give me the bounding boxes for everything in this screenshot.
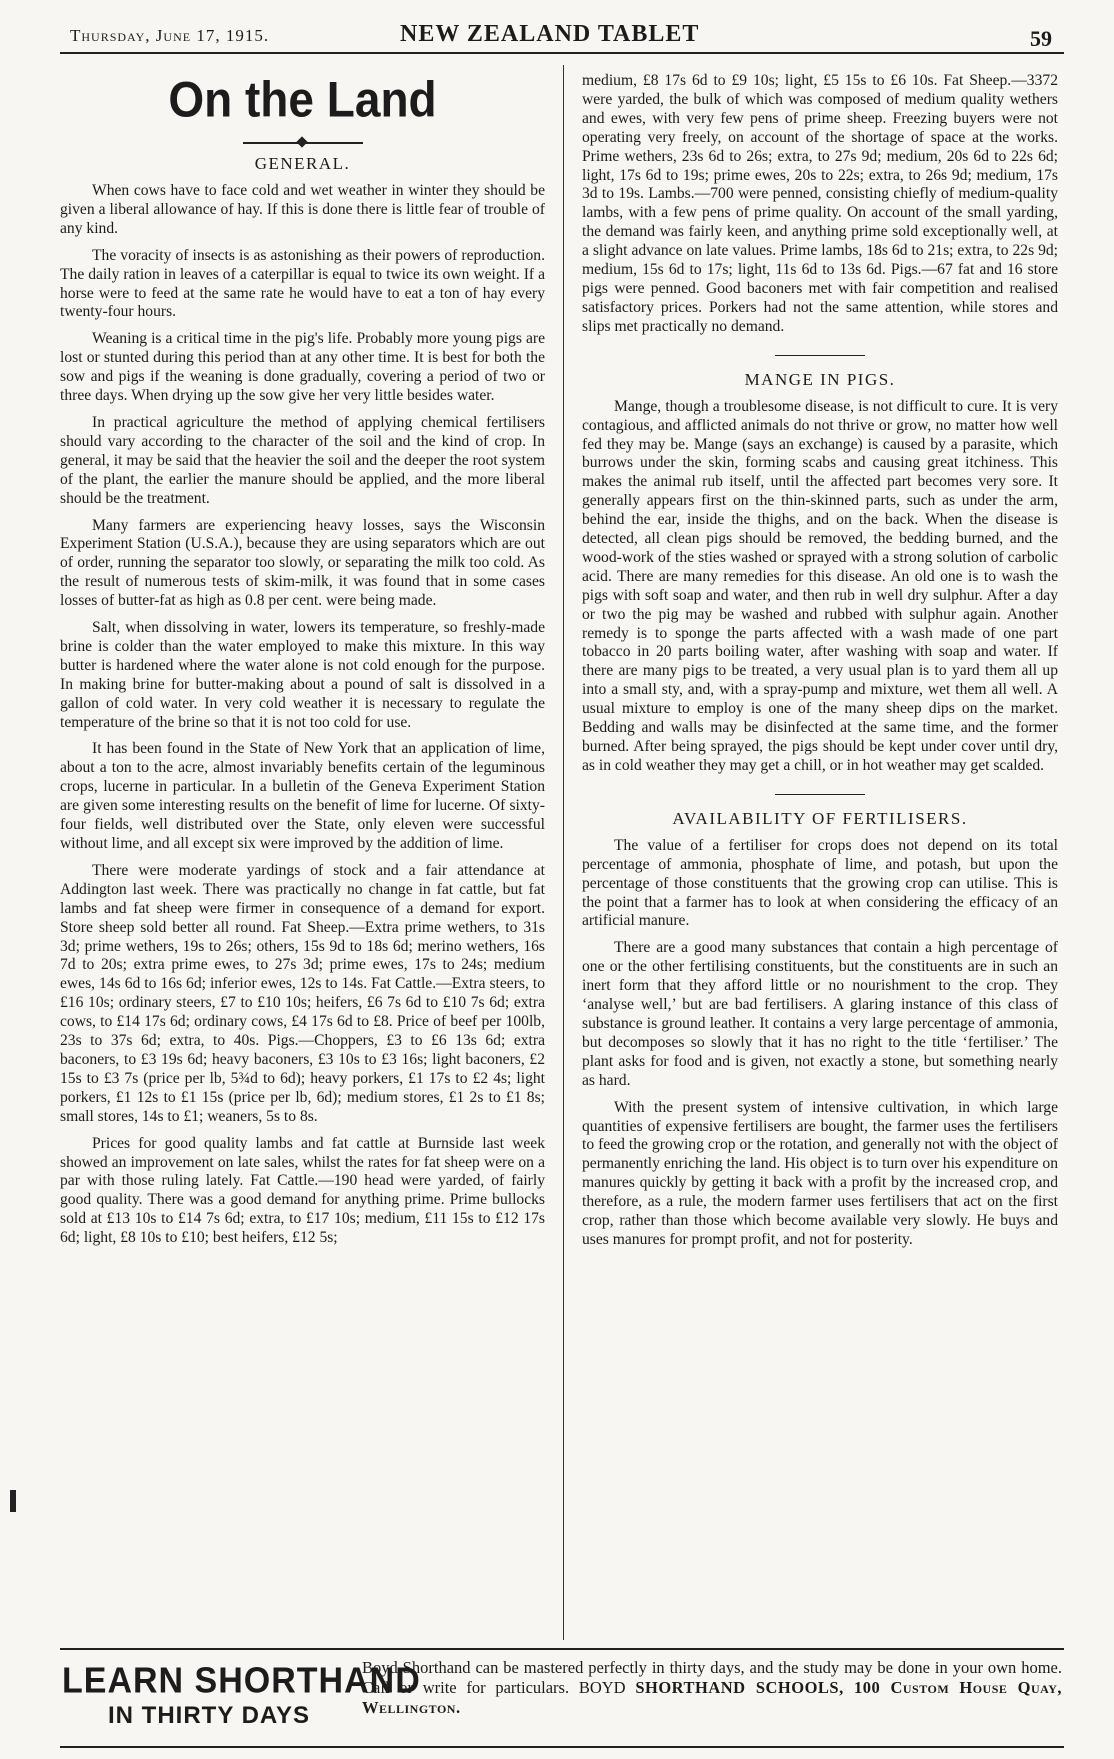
paragraph: The voracity of insects is as astonishing as their powers of reproduction. The daily ration in leaves of a caterpillar is equal to twice its own weight. If a horse were to feed at the same rate he would have to eat a ton of hay every twenty-four hours.	[60, 246, 545, 321]
ad-headline: LEARN SHORTHAND	[62, 1661, 421, 1701]
paragraph-continued: medium, £8 17s 6d to £9 10s; light, £5 15s to £6 10s. Fat Sheep.—3372 were yarded, the bulk of which was composed of medium quality wethers and ewes, with very few pens of prime sheep. Freezing buyers were not operating very freely, on account of the shortage of space at the works. Prime wethers, 23s 6d to 26s; extra, to 27s 9d; medium, 20s 6d to 22s 6d; light, 17s 6d to 19s; prime ewes, 20s to 22s; extra, to 26s 9d; medium, 17s 3d to 19s. Lambs.—700 were penned, consisting chiefly of medium-quality lambs, with a few pens of prime quality. On account of the small yarding, the demand was fairly keen, and anything prime sold exceptionally well, at a slight advance on late values. Prime lambs, 18s 6d to 21s; extra, to 22s 9d; medium, 15s 6d to 17s; light, 11s 6d to 13s 6d. Pigs.—67 fat and 16 store pigs were penned. Good baconers met with fair competition and realised satisfactory prices. Porkers had not the same attention, while stores and slips met practically no demand.	[582, 72, 1058, 335]
ornament-divider	[243, 138, 363, 148]
column-title: On the Land	[168, 70, 437, 128]
paragraph: In practical agriculture the method of applying chemical fertilisers should vary according to the character of the soil and the kind of crop. In general, it may be said that the heavier the soil and the deeper the root system of the plant, the earlier the manure should be applied, and the more liberal should be the treatment.	[60, 413, 545, 507]
advertisement	[60, 1648, 1064, 1748]
paragraph: Many farmers are experiencing heavy losses, says the Wisconsin Experiment Station (U.S.A.), because they are using separators which are out of order, running the separator too slowly, or separating the milk too cold. As the result of numerous tests of skim-milk, it was found that in some cases losses of butter-fat as high as 0.8 per cent. were being made.	[60, 516, 545, 610]
paragraph: The value of a fertiliser for crops does not depend on its total percentage of ammonia, phosphate of lime, and potash, but upon the percentage of those constituents that the growing crop can utilise. This is the point that a farmer has to look at when considering the efficacy of an artificial manure.	[582, 836, 1058, 930]
page-number: 59	[1030, 26, 1052, 51]
page-header	[60, 22, 1064, 54]
paragraph: When cows have to face cold and wet weather in winter they should be given a liberal allowance of hay. If this is done there is little fear of trouble of any kind.	[60, 182, 545, 237]
ad-text: Boyd Shorthand can be mastered perfectly in thirty days, and the study may be done in your own home. Call or write for particulars. BOYD	[362, 1658, 1062, 1697]
paragraph: Salt, when dissolving in water, lowers its temperature, so freshly-made brine is colder than the water employed to make this mixture. In this way butter is hardened where the water alone is not cold enough for the purpose. In making brine for butter-making about a pound of salt is dissolved in a gallon of cold water. In very cold weather it is necessary to regulate the temperature of the brine so that it is not too cold for use.	[60, 619, 545, 731]
section-rule	[775, 355, 865, 356]
margin-mark	[10, 1490, 16, 1512]
right-column	[582, 72, 1058, 1258]
section-rule	[775, 794, 865, 795]
paragraph: Prices for good quality lambs and fat cattle at Burnside last week showed an improvement on late sales, whilst the rates for fat sheep were on a par with those ruling lately. Fat Cattle.—190 head were yarded, of fairly good quality. There was a good demand for anything prime. Prime bullocks sold at £13 10s to £14 7s 6d; extra, to £17 10s; medium, £11 15s to £12 17s 6d; light, £8 10s to £10; best heifers, £12 5s;	[60, 1134, 545, 1247]
header-date: Thursday, June 17, 1915.	[70, 26, 270, 45]
paragraph: There were moderate yardings of stock and a fair attendance at Addington last week. There was practically no change in fat cattle, but fat lambs and fat sheep were firmer in consequence of a demand for export. Store sheep sold better all round. Fat Sheep.—Extra prime wethers, to 31s 3d; prime wethers, 19s to 26s; others, 15s 9d to 18s 6d; merino wethers, 16s 7d to 20s; extra prime ewes, to 27s 3d; prime ewes, 17s to 24s; medium ewes, 14s 6d to 16s 6d; inferior ewes, 12s to 14s. Fat Cattle.—Extra steers, to £16 10s; ordinary steers, £7 to £10 10s; heifers, £6 7s 6d to £10 7s 6d; extra cows, to £14 17s 6d; ordinary cows, £4 17s 6d to £8. Price of beef per 100lb, 23s to 37s 6d; extra, to 40s. Pigs.—Choppers, £3 to £6 13s 6d; extra baconers, to £3 19s 6d; heavy baconers, £3 10s to £3 16s; light baconers, £2 15s to £3 7s (price per lb, 5¾d to 6d); heavy porkers, £1 17s to £2 4s; light porkers, £1 12s to £1 15s (price per lb, 6d); medium stores, £1 2s to £1 8s; small stores, 14s to £1; weaners, 5s to 8s.	[60, 861, 545, 1125]
paragraph: Weaning is a critical time in the pig's life. Probably more young pigs are lost or stunted during this period than at any other time. It is best for both the sow and pigs if the weaning is done gradually, covering a period of two or three days. When drying up the sow give her very little besides water.	[60, 330, 545, 405]
ad-subheadline: IN THIRTY DAYS	[108, 1702, 311, 1729]
ad-address: SHORTHAND SCHOOLS, 100 Custom House Quay, Wellington.	[362, 1678, 1062, 1717]
paragraph: There are a good many substances that contain a high percentage of one or the other fertilising constituents, but the constituents are in such an inert form that they afford little or no nourishment to the crop. They ‘analyse well,’ but are bad fertilisers. A glaring instance of this class of substance is ground leather. It contains a very large percentage of ammonia, but decomposes so slowly that it has no right to the title ‘fertiliser.’ The plant asks for food and is given, not exactly a stone, but something nearly as hard.	[582, 939, 1058, 1089]
header-title: NEW ZEALAND TABLET	[400, 21, 700, 47]
left-column	[60, 62, 545, 1256]
paragraph: Mange, though a troublesome disease, is not difficult to cure. It is very contagious, and afflicted animals do not thrive or grow, no matter how well fed they may be. Mange (says an exchange) is caused by a parasite, which burrows under the skin, forming scabs and causing great itchiness. This makes the animal rub itself, until the affected part becomes very sore. It generally appears first on the thin-skinned parts, such as under the arm, behind the ear, inside the thighs, and on the back. When the disease is detected, all clean pigs should be removed, the bedding burned, and the wood-work of the sties washed or sprayed with a strong solution of carbolic acid. There are many remedies for this disease. An old one is to wash the pigs with soft soap and water, and then rub in well dry sulphur. After a day or two the pig may be washed and rubbed with sulphur again. Another remedy is to sponge the parts affected with a wash made of one part tobacco in 20 parts boiling water, after washing with soap and water. If there are many pigs to be treated, a very usual plan is to yard them all up into a small sty, and, with a spray-pump and mixture, wet them all well. A usual mixture to employ is one of the many sheep dips on the market. Bedding and walls may be disinfected at the same time, and the former burned. After being sprayed, the pigs should be kept under cover until dry, as in cold weather they may get a chill, or in hot weather may get scalded.	[582, 397, 1058, 774]
paragraph: It has been found in the State of New York that an application of lime, about a ton to the acre, almost invariably benefits certain of the leguminous crops, lucerne in particular. In a bulletin of the Geneva Experiment Station are given some interesting results on the benefit of lime for lucerne. Of sixty-four fields, well distributed over the State, only eleven were successful without lime, and all except six were improved by the addition of lime.	[60, 740, 545, 852]
section-heading-general: GENERAL.	[254, 154, 351, 173]
column-divider	[563, 65, 564, 1640]
ad-body	[362, 1658, 1062, 1718]
section-heading-mange: MANGE IN PIGS.	[744, 369, 896, 389]
section-heading-fertilisers: AVAILABILITY OF FERTILISERS.	[672, 808, 968, 828]
paragraph: With the present system of intensive cultivation, in which large quantities of expensive fertilisers are bought, the farmer uses the fertilisers to feed the growing crop or the rotation, and generally not with the object of permanently enriching the land. His object is to turn over his expenditure on manures quickly by getting it back with a profit by the increased crop, and therefore, as a rule, the modern farmer uses fertilisers that act on the first crop, rather than those which become available very slowly. He buys and uses manures for prompt profit, and not for posterity.	[582, 1098, 1058, 1248]
